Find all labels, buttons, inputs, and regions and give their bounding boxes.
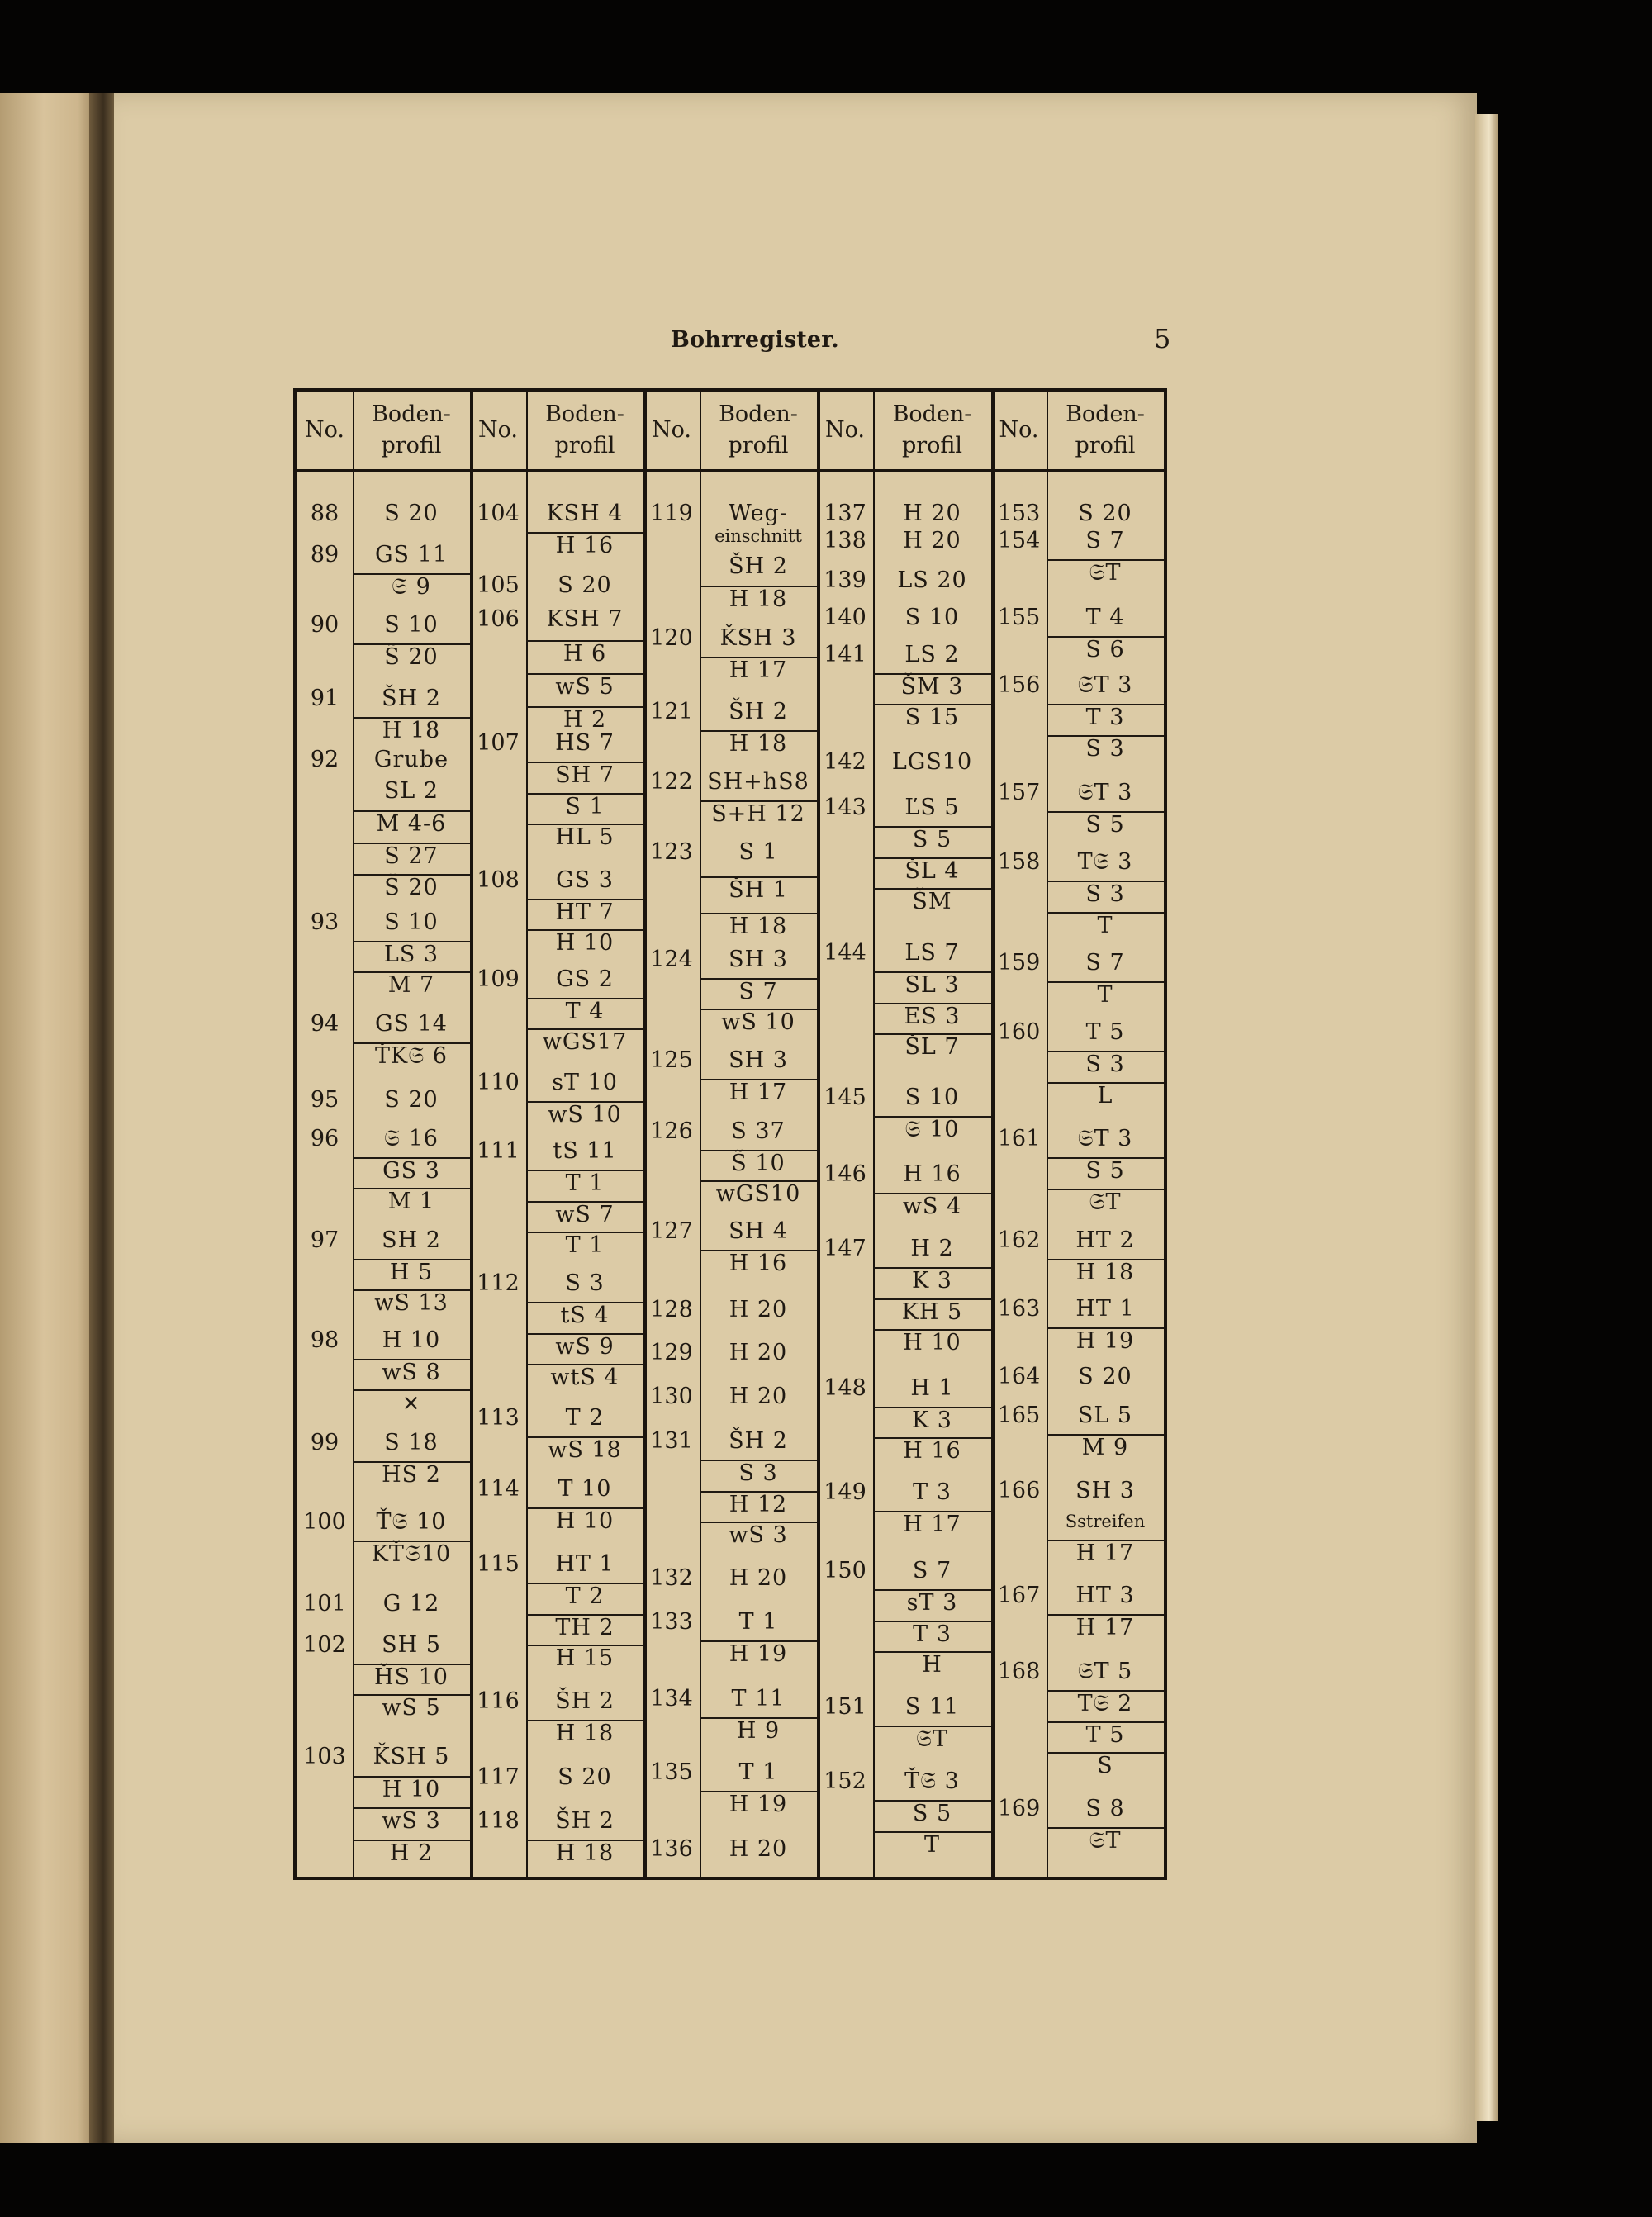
- soil-profile-entry: T 5: [1085, 1019, 1125, 1045]
- soil-profile-entry: T𝔖 3: [1077, 849, 1133, 875]
- soil-profile-entry: wGS17: [526, 1028, 643, 1055]
- soil-profile-entry: T 1: [526, 1170, 643, 1196]
- soil-profile-entry: K 3: [873, 1407, 991, 1433]
- soil-profile-entry: S 7: [912, 1558, 952, 1583]
- left-page-edge: [0, 93, 97, 2143]
- boring-number: 129: [650, 1340, 693, 1365]
- soil-profile-entry: ŠH 2: [729, 553, 788, 579]
- boring-number: 158: [997, 849, 1041, 875]
- soil-profile-entry: T 3: [873, 1621, 991, 1647]
- boring-number: 167: [997, 1583, 1041, 1608]
- page-title: Bohrregister.: [671, 327, 839, 353]
- boring-number: 104: [477, 501, 520, 526]
- soil-profile-entry: ŠM 3: [873, 673, 991, 700]
- soil-profile-entry: HT 1: [555, 1551, 615, 1577]
- soil-profile-entry: H 12: [700, 1491, 817, 1517]
- soil-profile-entry: ×: [353, 1389, 470, 1416]
- boring-number: 154: [997, 528, 1041, 553]
- boring-number: 124: [650, 947, 693, 972]
- bohrregister-table: [293, 388, 1167, 1880]
- boring-number: 130: [650, 1384, 693, 1409]
- soil-profile-entry: T 5: [1047, 1721, 1164, 1748]
- soil-profile-entry: Weg-: [729, 501, 788, 526]
- boring-number: 111: [477, 1138, 520, 1164]
- soil-profile-entry: H 18: [700, 913, 817, 939]
- soil-profile-entry: wS 10: [526, 1101, 643, 1127]
- soil-profile-entry: 𝔖T 3: [1077, 1126, 1133, 1151]
- soil-profile-entry: H 16: [526, 532, 643, 558]
- soil-profile-entry: H 20: [903, 528, 961, 553]
- soil-profile-entry: SH 7: [526, 762, 643, 788]
- soil-profile-entry: S 5: [1047, 1157, 1164, 1184]
- soil-profile-entry: T 4: [1085, 605, 1125, 630]
- boring-number: 139: [824, 567, 866, 593]
- soil-profile-entry: SH 4: [729, 1218, 788, 1244]
- soil-profile-entry: LS 7: [904, 940, 960, 966]
- soil-profile-entry: ŠH 1: [700, 876, 817, 903]
- soil-profile-entry: Sstreifen: [1065, 1512, 1146, 1531]
- boring-number: 102: [303, 1632, 346, 1658]
- soil-profile-entry: T𝔖 2: [1047, 1690, 1164, 1716]
- soil-profile-entry: GS 14: [374, 1011, 448, 1037]
- boring-number: 149: [824, 1479, 866, 1505]
- soil-profile-entry: S 10: [384, 909, 439, 935]
- boring-number: 147: [824, 1236, 866, 1261]
- boring-number: 96: [310, 1126, 339, 1151]
- boring-number: 100: [303, 1509, 346, 1535]
- soil-profile-entry: wGS10: [700, 1180, 817, 1207]
- soil-profile-entry: H 20: [729, 1340, 788, 1365]
- boring-number: 116: [477, 1688, 520, 1714]
- soil-profile-entry: einschnitt: [714, 526, 802, 546]
- soil-profile-entry: wS 3: [353, 1807, 470, 1834]
- header-no: No.: [305, 417, 344, 443]
- soil-profile-entry: GS 3: [556, 867, 614, 893]
- boring-number: 103: [303, 1744, 346, 1769]
- soil-profile-entry: ŠL 7: [873, 1033, 991, 1060]
- soil-profile-entry: ȞS 10: [353, 1664, 470, 1690]
- header-no: No.: [999, 417, 1039, 443]
- soil-profile-entry: KSH 4: [546, 501, 624, 526]
- soil-profile-entry: H 10: [526, 929, 643, 956]
- soil-profile-entry: T: [1047, 912, 1164, 938]
- soil-profile-entry: 𝔖 10: [873, 1116, 991, 1142]
- soil-profile-entry: ŠH 2: [555, 1688, 615, 1714]
- boring-number: 117: [477, 1764, 520, 1790]
- boring-number: 142: [824, 749, 866, 775]
- soil-profile-entry: M 4-6: [353, 810, 470, 837]
- boring-number: 113: [477, 1405, 520, 1431]
- boring-number: 109: [477, 966, 520, 992]
- boring-number: 128: [650, 1297, 693, 1322]
- soil-profile-entry: 𝔖T 5: [1077, 1659, 1133, 1684]
- soil-profile-entry: ǨSH 5: [373, 1744, 450, 1769]
- boring-number: 168: [997, 1659, 1041, 1684]
- soil-profile-entry: S 3: [1047, 735, 1164, 762]
- boring-number: 134: [650, 1686, 693, 1711]
- soil-profile-entry: ǨSH 3: [719, 625, 797, 651]
- soil-profile-entry: S 18: [384, 1430, 439, 1455]
- boring-number: 146: [824, 1161, 866, 1187]
- soil-profile-entry: S 11: [904, 1694, 960, 1720]
- soil-profile-entry: S 20: [558, 1764, 612, 1790]
- boring-number: 161: [997, 1126, 1041, 1151]
- soil-profile-entry: SL 5: [1077, 1403, 1133, 1428]
- boring-number: 97: [310, 1227, 339, 1253]
- soil-profile-entry: H 5: [353, 1259, 470, 1285]
- page-number: 5: [1154, 323, 1171, 354]
- boring-number: 138: [824, 528, 866, 553]
- soil-profile-entry: T 3: [913, 1479, 952, 1505]
- soil-profile-entry: SH+hS8: [707, 769, 809, 795]
- soil-profile-entry: S̃ 10: [700, 1150, 817, 1176]
- soil-profile-entry: H 15: [526, 1645, 643, 1671]
- header-no: No.: [825, 417, 865, 443]
- boring-number: 114: [477, 1476, 520, 1502]
- boring-number: 108: [477, 867, 520, 893]
- soil-profile-entry: SL 3: [873, 971, 991, 998]
- soil-profile-entry: H 10: [873, 1329, 991, 1355]
- soil-profile-entry: K 3: [873, 1267, 991, 1294]
- boring-number: 125: [650, 1047, 693, 1073]
- boring-number: 133: [650, 1609, 693, 1635]
- soil-profile-entry: wS 4: [873, 1193, 991, 1219]
- soil-profile-entry: wS 13: [353, 1289, 470, 1316]
- soil-profile-entry: ŠH 2: [729, 1428, 788, 1454]
- soil-profile-entry: S 15: [873, 704, 991, 730]
- soil-profile-entry: H 18: [526, 1720, 643, 1746]
- boring-number: 112: [477, 1270, 520, 1296]
- boring-number: 163: [997, 1296, 1041, 1322]
- soil-profile-entry: S 20: [558, 572, 612, 598]
- soil-profile-entry: KSH 7: [546, 606, 624, 632]
- soil-profile-entry: 𝔖T: [1047, 1189, 1164, 1215]
- boring-number: 159: [997, 950, 1041, 976]
- boring-number: 119: [650, 501, 693, 526]
- soil-profile-entry: H 17: [1047, 1614, 1164, 1640]
- soil-profile-entry: 𝔖T: [873, 1726, 991, 1752]
- soil-profile-entry: S+H 12: [700, 800, 817, 827]
- soil-profile-entry: S 7: [1085, 950, 1125, 976]
- soil-profile-entry: M 1: [353, 1188, 470, 1214]
- soil-profile-entry: ŠM: [873, 888, 991, 914]
- soil-profile-entry: H 16: [903, 1161, 961, 1187]
- boring-number: 99: [310, 1430, 339, 1455]
- soil-profile-entry: S 10: [904, 1085, 960, 1110]
- soil-profile-entry: S 1: [526, 793, 643, 819]
- soil-profile-entry: H 20: [729, 1836, 788, 1862]
- boring-number: 143: [824, 795, 866, 820]
- book-gutter: [89, 93, 117, 2143]
- soil-profile-entry: KŤ𝔖10: [353, 1541, 470, 1567]
- boring-number: 105: [477, 572, 520, 598]
- boring-number: 92: [310, 747, 339, 772]
- soil-profile-entry: S̃ 20: [353, 643, 470, 670]
- soil-profile-entry: S 37: [731, 1118, 786, 1144]
- header-bodenprofil: Boden- profil: [545, 401, 624, 458]
- soil-profile-entry: S 1: [738, 839, 778, 865]
- header-bodenprofil: Boden- profil: [1066, 401, 1145, 458]
- soil-profile-entry: wS 10: [700, 1009, 817, 1035]
- boring-number: 151: [824, 1694, 866, 1720]
- soil-profile-entry: HT 3: [1075, 1583, 1135, 1608]
- soil-profile-entry: T 10: [558, 1476, 612, 1502]
- boring-number: 169: [997, 1796, 1041, 1821]
- soil-profile-entry: LS 3: [353, 941, 470, 967]
- soil-profile-entry: H 2: [910, 1236, 954, 1261]
- soil-profile-entry: S 3: [1047, 1051, 1164, 1077]
- soil-profile-entry: ŤK𝔖 6: [353, 1042, 470, 1069]
- boring-number: 157: [997, 780, 1041, 805]
- soil-profile-entry: T 11: [731, 1686, 786, 1711]
- soil-profile-entry: S 5: [873, 826, 991, 852]
- soil-profile-entry: H 18: [526, 1840, 643, 1866]
- soil-profile-entry: 𝔖T: [1047, 1827, 1164, 1854]
- soil-profile-entry: S: [1047, 1752, 1164, 1778]
- boring-number: 91: [310, 686, 339, 711]
- soil-profile-entry: H 10: [526, 1507, 643, 1534]
- soil-profile-entry: wS 5: [353, 1694, 470, 1721]
- boring-number: 98: [310, 1327, 339, 1353]
- boring-number: 162: [997, 1227, 1041, 1253]
- soil-profile-entry: ĽS 5: [904, 795, 960, 820]
- header-bodenprofil: Boden- profil: [372, 401, 451, 458]
- soil-profile-entry: 𝔖 16: [384, 1126, 439, 1151]
- soil-profile-entry: H 19: [700, 1791, 817, 1817]
- soil-profile-entry: SH 3: [729, 947, 788, 972]
- soil-profile-entry: HT 2: [1075, 1227, 1135, 1253]
- soil-profile-entry: wS 5: [526, 673, 643, 700]
- soil-profile-entry: 𝔖T 3: [1077, 780, 1133, 805]
- soil-profile-entry: HT 1: [1075, 1296, 1135, 1322]
- soil-profile-entry: HS 2: [353, 1461, 470, 1488]
- boring-number: 94: [310, 1011, 339, 1037]
- soil-profile-entry: T 4: [526, 998, 643, 1024]
- soil-profile-entry: ŠL 4: [873, 857, 991, 884]
- boring-number: 144: [824, 940, 866, 966]
- boring-number: 150: [824, 1558, 866, 1583]
- boring-number: 118: [477, 1808, 520, 1834]
- soil-profile-entry: H 20: [729, 1384, 788, 1409]
- boring-number: 164: [997, 1364, 1041, 1389]
- soil-profile-entry: H 20: [729, 1565, 788, 1591]
- boring-number: 137: [824, 501, 866, 526]
- soil-profile-entry: sT 3: [873, 1589, 991, 1616]
- soil-profile-entry: Ť𝔖 3: [904, 1768, 960, 1794]
- soil-profile-entry: T 1: [526, 1232, 643, 1258]
- soil-profile-entry: S 5: [1047, 811, 1164, 838]
- soil-profile-entry: S 5: [873, 1800, 991, 1826]
- soil-profile-entry: S 3: [1047, 881, 1164, 907]
- soil-profile-entry: ŠH 2: [555, 1808, 615, 1834]
- soil-profile-entry: H 1: [910, 1375, 954, 1401]
- boring-number: 122: [650, 769, 693, 795]
- soil-profile-entry: S 27: [353, 843, 470, 869]
- boring-number: 132: [650, 1565, 693, 1591]
- boring-number: 153: [997, 501, 1041, 526]
- header-bodenprofil: Boden- profil: [892, 401, 972, 458]
- soil-profile-entry: M 7: [353, 971, 470, 998]
- soil-profile-entry: H 19: [700, 1640, 817, 1667]
- boring-number: 93: [310, 909, 339, 935]
- soil-profile-entry: S 10: [384, 612, 439, 638]
- soil-profile-entry: T: [873, 1831, 991, 1858]
- boring-number: 135: [650, 1759, 693, 1785]
- soil-profile-entry: S 7: [1085, 528, 1125, 553]
- boring-number: 110: [477, 1070, 520, 1095]
- soil-profile-entry: KH 5: [873, 1298, 991, 1325]
- boring-number: 145: [824, 1085, 866, 1110]
- soil-profile-entry: S 3: [565, 1270, 605, 1296]
- soil-profile-entry: wS 3: [700, 1522, 817, 1548]
- soil-profile-entry: wS 8: [353, 1359, 470, 1385]
- boring-number: 166: [997, 1478, 1041, 1503]
- soil-profile-entry: S 20: [1078, 501, 1132, 526]
- soil-profile-entry: S 8: [1085, 1796, 1125, 1821]
- soil-profile-entry: H 18: [353, 717, 470, 743]
- soil-profile-entry: wS 18: [526, 1436, 643, 1463]
- soil-profile-entry: SH 2: [382, 1227, 441, 1253]
- soil-profile-entry: T 2: [565, 1405, 605, 1431]
- soil-profile-entry: ŠH 2: [729, 699, 788, 724]
- boring-number: 160: [997, 1019, 1041, 1045]
- soil-profile-entry: ES 3: [873, 1003, 991, 1029]
- soil-profile-entry: ŠH 2: [382, 686, 441, 711]
- soil-profile-entry: 𝔖T 3: [1077, 672, 1133, 698]
- page-edge: [1475, 114, 1498, 2121]
- boring-number: 95: [310, 1087, 339, 1113]
- soil-profile-entry: Grube: [373, 747, 449, 772]
- soil-profile-entry: H 18: [1047, 1259, 1164, 1285]
- soil-profile-entry: T 1: [738, 1759, 778, 1785]
- soil-profile-entry: L: [1047, 1082, 1164, 1108]
- soil-profile-entry: GS 3: [353, 1157, 470, 1184]
- soil-profile-entry: H 9: [700, 1717, 817, 1744]
- soil-profile-entry: H 18: [700, 586, 817, 612]
- soil-profile-entry: T 3: [1047, 704, 1164, 730]
- boring-number: 126: [650, 1118, 693, 1144]
- boring-number: 115: [477, 1551, 520, 1577]
- header-bodenprofil: Boden- profil: [719, 401, 798, 458]
- soil-profile-entry: H 19: [1047, 1327, 1164, 1354]
- soil-profile-entry: S̃ 20: [353, 874, 470, 900]
- boring-number: 136: [650, 1836, 693, 1862]
- boring-number: 90: [310, 612, 339, 638]
- soil-profile-entry: HL 5: [526, 824, 643, 850]
- boring-number: 107: [477, 730, 520, 756]
- boring-number: 141: [824, 642, 866, 667]
- soil-profile-entry: S 20: [1078, 1364, 1132, 1389]
- soil-profile-entry: G 12: [382, 1591, 440, 1616]
- boring-number: 148: [824, 1375, 866, 1401]
- soil-profile-entry: wtS 4: [526, 1364, 643, 1390]
- soil-profile-entry: wS 7: [526, 1201, 643, 1227]
- soil-profile-entry: wS 9: [526, 1333, 643, 1360]
- soil-profile-entry: sT 10: [552, 1070, 618, 1095]
- soil-profile-entry: TH 2: [526, 1614, 643, 1640]
- soil-profile-entry: LGS10: [891, 749, 973, 775]
- soil-profile-entry: HS 7: [555, 730, 615, 756]
- header-no: No.: [478, 417, 518, 443]
- soil-profile-entry: SH 3: [729, 1047, 788, 1073]
- boring-number: 120: [650, 625, 693, 651]
- boring-number: 89: [310, 542, 339, 567]
- boring-number: 156: [997, 672, 1041, 698]
- soil-profile-entry: SH 3: [1075, 1478, 1135, 1503]
- soil-profile-entry: SH 5: [382, 1632, 441, 1658]
- soil-profile-entry: tS 11: [553, 1138, 617, 1164]
- soil-profile-entry: Ť𝔖 10: [376, 1509, 447, 1535]
- boring-number: 155: [997, 605, 1041, 630]
- soil-profile-entry: S 7: [700, 978, 817, 1004]
- soil-profile-entry: S 20: [384, 1087, 439, 1113]
- boring-number: 140: [824, 605, 866, 630]
- boring-number: 131: [650, 1428, 693, 1454]
- boring-number: 165: [997, 1403, 1041, 1428]
- soil-profile-entry: H 16: [700, 1250, 817, 1276]
- soil-profile-entry: GS 11: [374, 542, 448, 567]
- boring-number: 88: [310, 501, 339, 526]
- soil-profile-entry: H: [873, 1651, 991, 1678]
- soil-profile-entry: S 20: [384, 501, 439, 526]
- soil-profile-entry: HT 7: [526, 899, 643, 925]
- soil-profile-entry: 𝔖 9: [353, 573, 470, 600]
- soil-profile-entry: GS 2: [556, 966, 614, 992]
- soil-profile-entry: H 17: [1047, 1540, 1164, 1566]
- soil-profile-entry: S 6: [1047, 636, 1164, 662]
- soil-profile-entry: H 18: [700, 730, 817, 757]
- soil-profile-entry: H 10: [382, 1327, 441, 1353]
- soil-profile-entry: H 2: [353, 1840, 470, 1866]
- boring-number: 121: [650, 699, 693, 724]
- soil-profile-entry: T 2: [526, 1583, 643, 1609]
- soil-profile-entry: LS 2: [904, 642, 960, 667]
- soil-profile-entry: S 3: [700, 1460, 817, 1486]
- boring-number: 123: [650, 839, 693, 865]
- soil-profile-entry: H 20: [729, 1297, 788, 1322]
- soil-profile-entry: H 17: [700, 657, 817, 683]
- soil-profile-entry: H 10: [353, 1776, 470, 1802]
- soil-profile-entry: T 1: [738, 1609, 778, 1635]
- soil-profile-entry: SL 2: [383, 778, 439, 804]
- boring-number: 127: [650, 1218, 693, 1244]
- soil-profile-entry: H 16: [873, 1437, 991, 1464]
- soil-profile-entry: H 17: [873, 1511, 991, 1537]
- soil-profile-entry: M 9: [1047, 1434, 1164, 1460]
- soil-profile-entry: H 6: [526, 640, 643, 667]
- soil-profile-entry: S 10: [904, 605, 960, 630]
- boring-number: 106: [477, 606, 520, 632]
- soil-profile-entry: H 2: [526, 706, 643, 733]
- soil-profile-entry: T: [1047, 981, 1164, 1008]
- header-no: No.: [652, 417, 691, 443]
- boring-number: 152: [824, 1768, 866, 1794]
- soil-profile-entry: 𝔖T: [1047, 559, 1164, 586]
- soil-profile-entry: H 17: [700, 1079, 817, 1105]
- soil-profile-entry: H 20: [903, 501, 961, 526]
- boring-number: 101: [303, 1591, 346, 1616]
- soil-profile-entry: tS 4: [526, 1302, 643, 1328]
- soil-profile-entry: LS 20: [897, 567, 967, 593]
